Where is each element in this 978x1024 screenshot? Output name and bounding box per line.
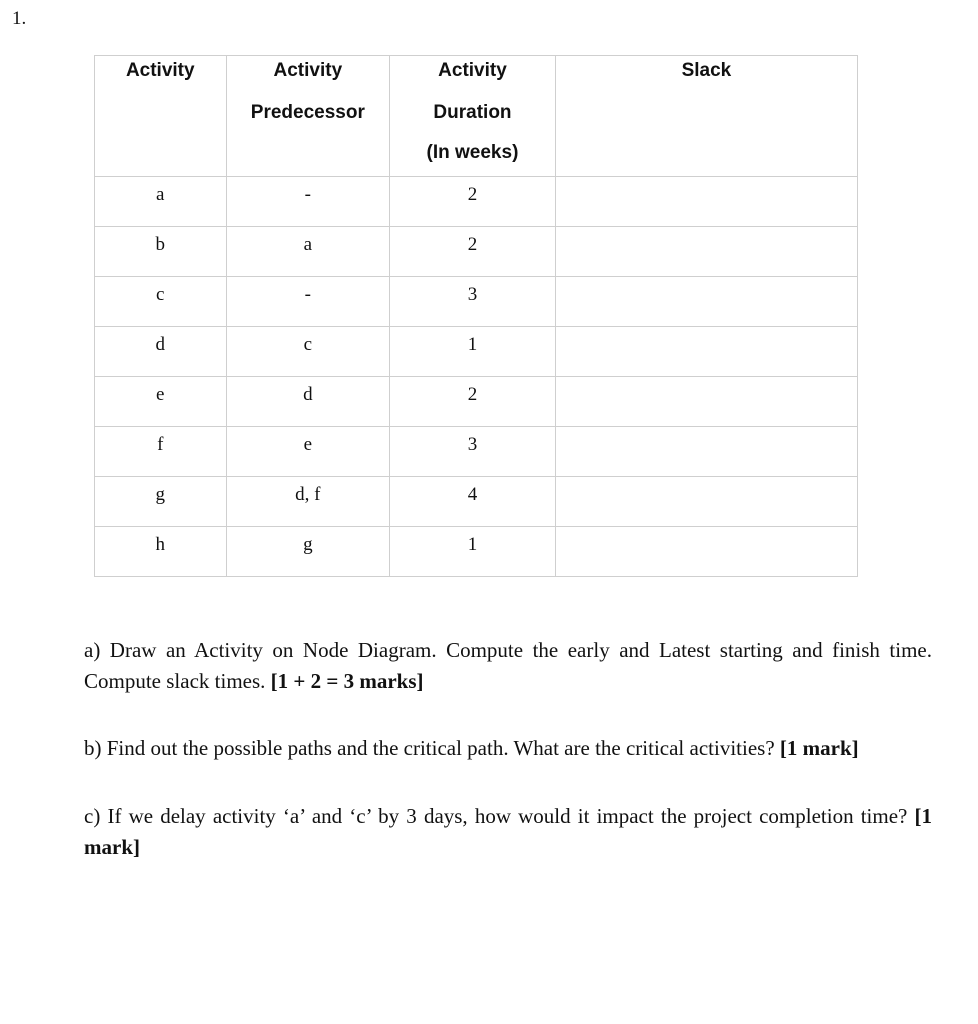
cell-slack xyxy=(555,227,857,277)
header-slack xyxy=(555,56,857,177)
cell-slack xyxy=(555,177,857,227)
cell-activity: b xyxy=(95,227,227,277)
cell-duration: 4 xyxy=(390,477,556,527)
cell-predecessor: - xyxy=(226,277,390,327)
cell-predecessor: d xyxy=(226,377,390,427)
cell-activity: f xyxy=(95,427,227,477)
table-row xyxy=(95,327,858,377)
table-row xyxy=(95,377,858,427)
cell-duration: 2 xyxy=(390,227,556,277)
cell-predecessor: a xyxy=(226,227,390,277)
table-row xyxy=(95,477,858,527)
cell-predecessor: e xyxy=(226,427,390,477)
cell-duration: 2 xyxy=(390,177,556,227)
cell-duration: 1 xyxy=(390,527,556,577)
cell-activity: g xyxy=(95,477,227,527)
cell-activity: d xyxy=(95,327,227,377)
cell-slack xyxy=(555,427,857,477)
question-b-marks: [1 mark] xyxy=(779,736,859,760)
header-line: Predecessor xyxy=(250,102,365,123)
cell-activity: c xyxy=(95,277,227,327)
cell-slack xyxy=(555,527,857,577)
header-line: Activity xyxy=(438,60,507,81)
question-a-text: a) Draw an Activity on Node Diagram. Compute the early and Latest starting and finish time. Compute slack times. xyxy=(84,638,932,693)
header-activity xyxy=(95,56,227,177)
table-header-row xyxy=(95,56,858,177)
question-b xyxy=(84,733,932,764)
cell-activity: a xyxy=(95,177,227,227)
cell-slack xyxy=(555,277,857,327)
question-a-marks: [1 + 2 = 3 marks] xyxy=(270,669,424,693)
table-row xyxy=(95,427,858,477)
header-line: (In weeks) xyxy=(426,142,519,163)
table-row xyxy=(95,277,858,327)
cell-predecessor: g xyxy=(226,527,390,577)
question-b-text: b) Find out the possible paths and the critical path. What are the critical activities? xyxy=(84,736,780,760)
header-predecessor xyxy=(226,56,390,177)
cell-predecessor: - xyxy=(226,177,390,227)
header-line: Duration xyxy=(433,102,512,123)
cell-slack xyxy=(555,327,857,377)
cell-duration: 1 xyxy=(390,327,556,377)
header-line: Activity xyxy=(125,60,195,81)
table-row xyxy=(95,527,858,577)
header-duration xyxy=(390,56,556,177)
question-c-marks: [1 mark] xyxy=(84,804,932,859)
cell-duration: 3 xyxy=(390,277,556,327)
question-number: 1. xyxy=(12,8,27,29)
activity-table xyxy=(94,55,858,577)
cell-predecessor: d, f xyxy=(226,477,390,527)
table-row xyxy=(95,177,858,227)
question-c-text: c) If we delay activity ‘a’ and ‘c’ by 3 days, how would it impact the project completion time? xyxy=(84,804,915,828)
cell-predecessor: c xyxy=(226,327,390,377)
header-line: Activity xyxy=(273,60,343,81)
cell-slack xyxy=(555,477,857,527)
table-row xyxy=(95,227,858,277)
cell-slack xyxy=(555,377,857,427)
cell-duration: 3 xyxy=(390,427,556,477)
header-line: Slack xyxy=(681,60,732,81)
question-c xyxy=(84,801,932,863)
question-a xyxy=(84,635,932,697)
cell-activity: e xyxy=(95,377,227,427)
cell-activity: h xyxy=(95,527,227,577)
cell-duration: 2 xyxy=(390,377,556,427)
